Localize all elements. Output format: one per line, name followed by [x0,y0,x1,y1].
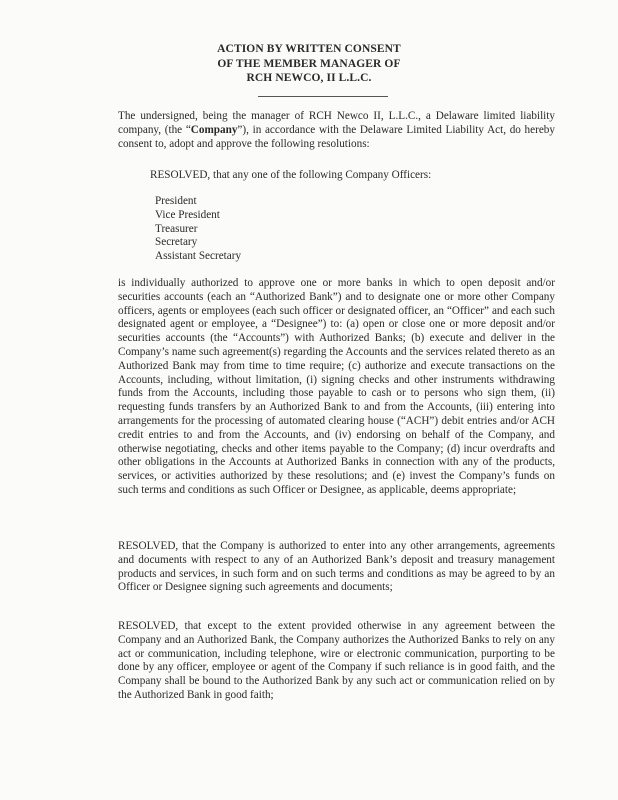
resolution-2-paragraph: RESOLVED, that the Company is authorized to enter into any other arrangements, agreements and documents with respect to any of an Authorized Bank’s deposit and treasury management products and services, in such form and on such terms and conditions as may be agreed to by an Officer or Designee signing such agreements and documents; [118,540,555,594]
company-defined-term: Company [190,123,238,136]
officer-item: Treasurer [155,222,198,235]
title-line-1: ACTION BY WRITTEN CONSENT [217,43,401,55]
title-underline [258,96,388,97]
authorization-paragraph: is individually authorized to approve one or more banks in which to open deposit and/or securities accounts (each an “Authorized Bank”) and to designate one or more other Company officers, agents or employees (each such officer or designated officer, an “Officer” and each such designated agent or employee, a “Designee”) to: (a) open or close one or more deposit and/or securities accounts (the “Accounts”) with Authorized Banks; (b) execute and deliver in the Company’s name such agreement(s) regarding the Accounts and the services related thereto as an Authorized Bank may from time to time require; (c) authorize and execute transactions on the Accounts, including, without limitation, (i) signing checks and other instruments withdrawing funds from the Accounts, including those payable to cash or to persons who sign them, (ii) requesting funds transfers by an Authorized Bank to and from the Accounts, (iii) entering into arrangements for the processing of automated clearing house (“ACH”) debit entries and/or ACH credit entries to and from the Accounts, and (iv) endorsing on behalf of the Company, and otherwise negotiating, checks and other items payable to the Company; (d) incur overdrafts and other obligations in the Accounts at Authorized Banks in connection with any of the products, services, or activities authorized by these resolutions; and (e) invest the Company’s funds on such terms and conditions as such Officer or Designee, as applicable, deems appropriate; [118,277,555,496]
intro-paragraph [118,110,555,151]
document-title [0,42,618,86]
officer-item: President [155,195,197,207]
officer-item: Assistant Secretary [155,250,242,263]
intro-text-start: The undersigned, being the manager of RCH Newco II, L.L.C., a Delaware limited liability company, (the “ [118,110,555,136]
title-line-2: OF THE MEMBER MANAGER OF [217,57,401,70]
officer-item: Secretary [155,236,198,249]
intro-text-end: ”), in accordance with the Delaware Limited Liability Act, do hereby consent to, adopt and approve the following resolutions: [118,123,555,150]
resolution-1-lead: RESOLVED, that any one of the following Company Officers: [150,169,432,181]
officer-item: Vice President [155,208,220,221]
resolution-3-paragraph: RESOLVED, that except to the extent provided otherwise in any agreement between the Company and an Authorized Bank, the Company authorizes the Authorized Banks to rely on any act or communication, including telephone, wire or electronic communication, purporting to be done by any officer, employee or agent of the Company if such reliance is in good faith, and the Company shall be bound to the Authorized Bank by any such act or communication relied on by the Authorized Bank in good faith; [118,620,555,701]
title-line-3: RCH NEWCO, II L.L.C. [246,72,372,84]
officer-list [155,195,241,264]
